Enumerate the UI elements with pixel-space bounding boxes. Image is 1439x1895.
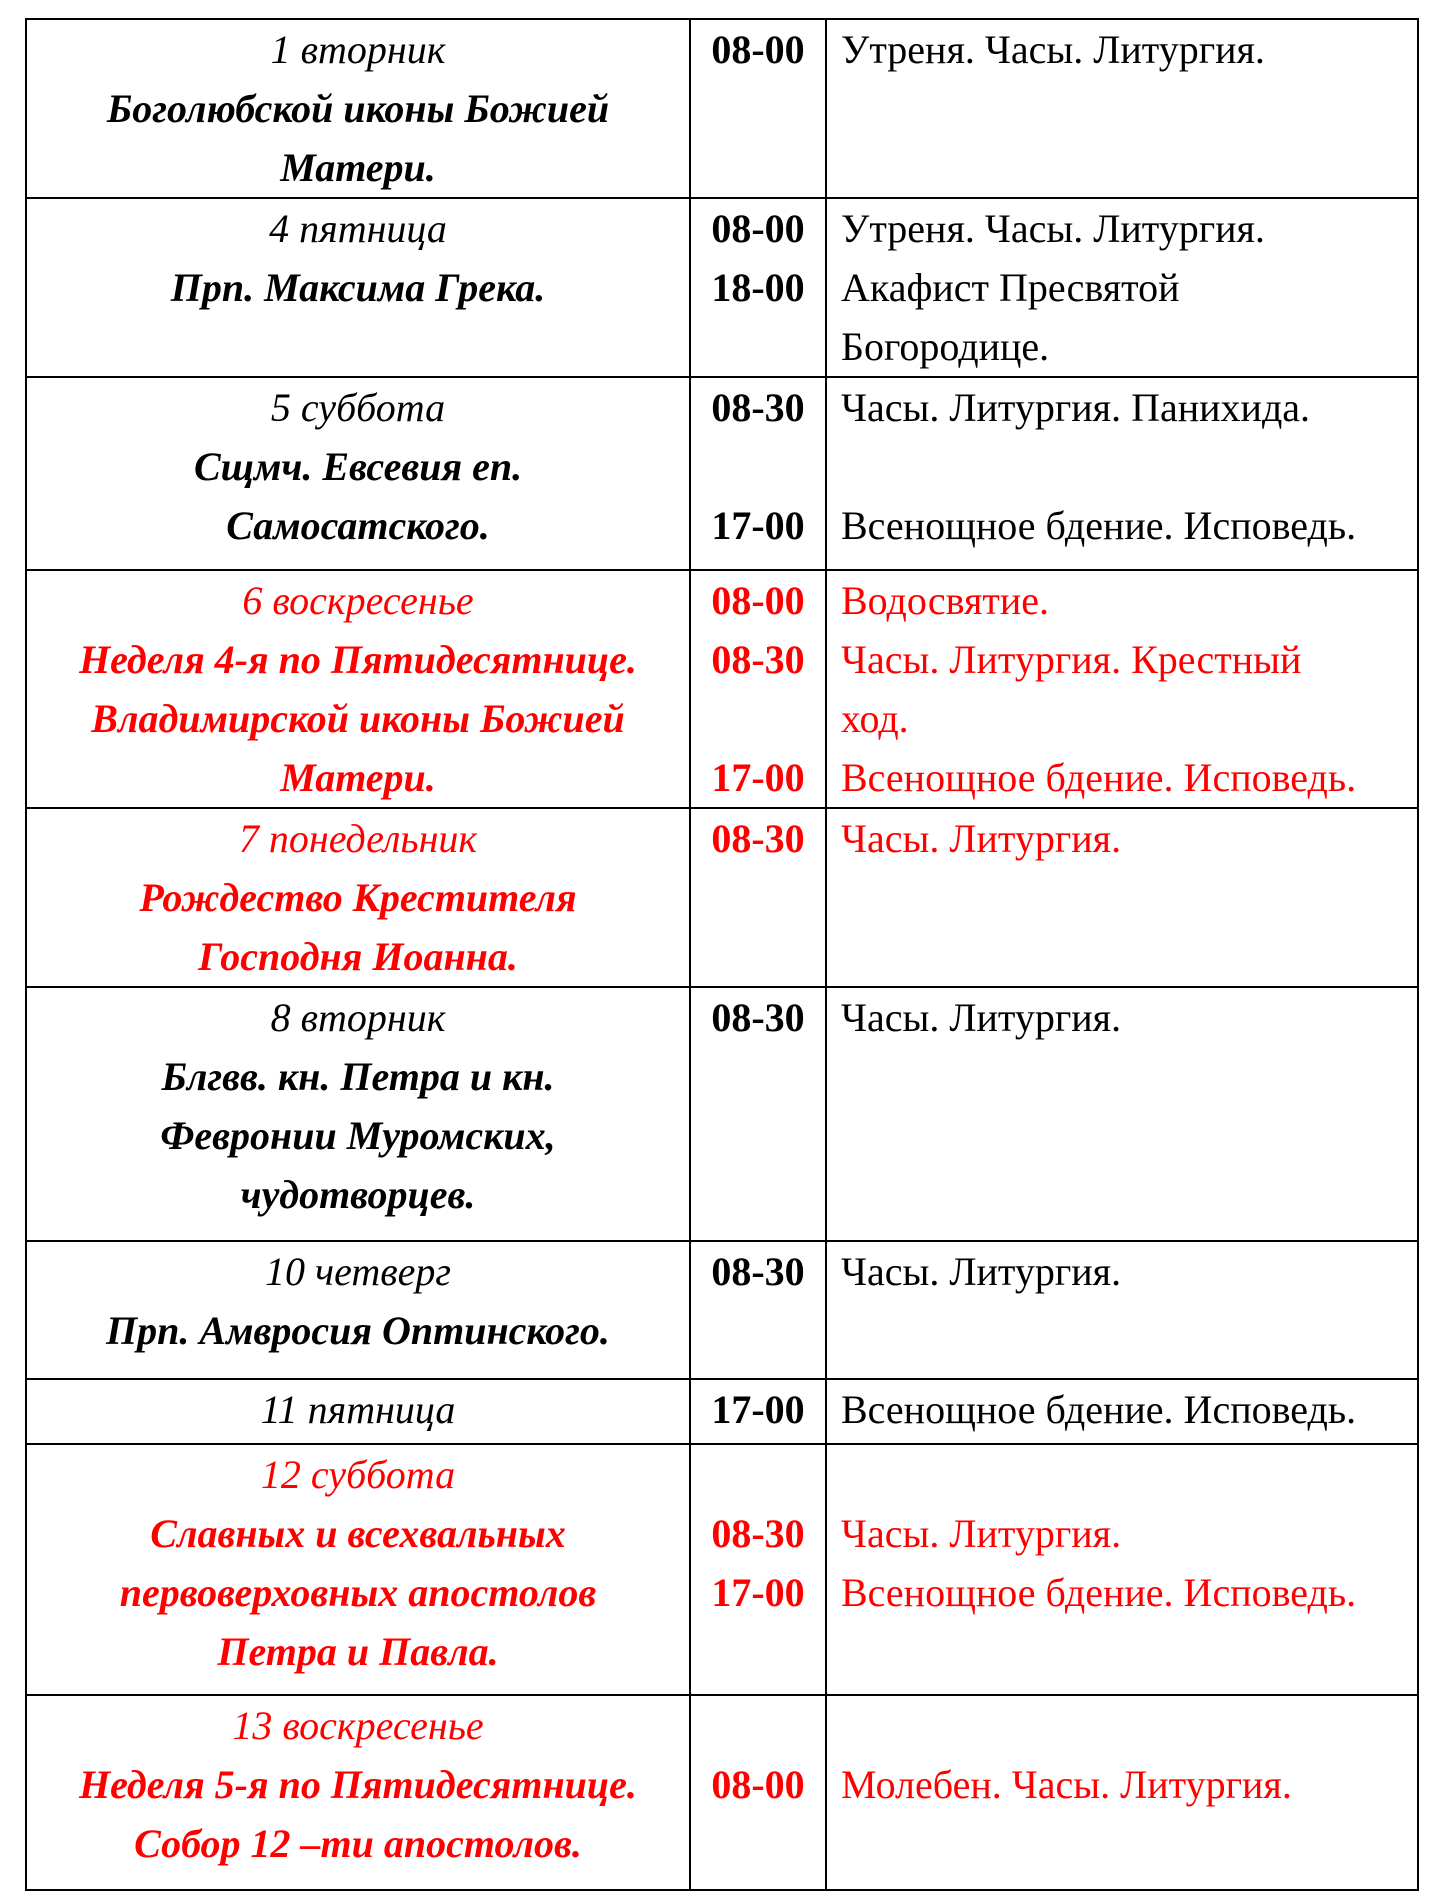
service-line: Всенощное бдение. Исповедь. [841, 1570, 1357, 1615]
schedule-row [26, 19, 1418, 198]
day-cell [26, 808, 690, 987]
schedule-row [26, 1695, 1418, 1890]
services-cell [826, 198, 1418, 377]
day-cell [26, 1241, 690, 1379]
time-cell [690, 1379, 826, 1444]
day-cell [26, 1695, 690, 1890]
service-time: 17-00 [711, 755, 805, 800]
day-label: 5 суббота [270, 385, 446, 430]
time-cell [690, 377, 826, 570]
saint-line: Февронии Муромских, [160, 1113, 556, 1158]
day-cell [26, 987, 690, 1241]
schedule-row [26, 570, 1418, 808]
service-time: 17-00 [711, 1570, 805, 1615]
service-time: 08-30 [711, 1249, 805, 1294]
saint-line: Петра и Павла. [217, 1629, 499, 1674]
services-cell [826, 1444, 1418, 1695]
service-time [691, 689, 825, 748]
service-line: Утреня. Часы. Литургия. [841, 206, 1265, 251]
schedule-row [26, 377, 1418, 570]
service-line: Акафист Пресвятой [841, 265, 1180, 310]
time-cell [690, 1241, 826, 1379]
service-line: Часы. Литургия. [841, 995, 1122, 1040]
services-cell [826, 570, 1418, 808]
services-cell [826, 808, 1418, 987]
schedule-row [26, 987, 1418, 1241]
day-label: 13 воскресенье [232, 1703, 484, 1748]
service-line: Всенощное бдение. Исповедь. [841, 755, 1357, 800]
day-cell [26, 19, 690, 198]
saint-line: чудотворцев. [240, 1172, 476, 1217]
service-line: Часы. Литургия. Крестный [841, 637, 1302, 682]
saint-line: Прп. Максима Грека. [170, 265, 546, 310]
service-line: Часы. Литургия. [841, 816, 1122, 861]
service-time: 08-00 [711, 206, 805, 251]
services-cell [826, 19, 1418, 198]
service-line: Всенощное бдение. Исповедь. [841, 503, 1357, 548]
service-time: 08-30 [711, 995, 805, 1040]
service-time: 08-30 [711, 637, 805, 682]
time-cell [690, 198, 826, 377]
service-time [691, 437, 825, 496]
day-label: 8 вторник [270, 995, 446, 1040]
service-line: Богородице. [841, 324, 1050, 369]
service-line: ход. [841, 696, 909, 741]
services-cell [826, 1695, 1418, 1890]
service-time: 08-30 [711, 1511, 805, 1556]
day-label: 10 четверг [265, 1249, 451, 1294]
saint-line: Неделя 5-я по Пятидесятнице. [79, 1762, 637, 1807]
day-cell [26, 198, 690, 377]
service-time: 18-00 [711, 265, 805, 310]
saint-line: Славных и всехвальных [150, 1511, 566, 1556]
service-line: Часы. Литургия. Панихида. [841, 385, 1311, 430]
saint-line: Владимирской иконы Божией [91, 696, 625, 741]
saint-line: Боголюбской иконы Божией [106, 86, 610, 131]
saint-line: Собор 12 –ти апостолов. [134, 1821, 582, 1866]
services-cell [826, 377, 1418, 570]
service-time: 17-00 [711, 503, 805, 548]
saint-line: первоверховных апостолов [119, 1570, 597, 1615]
service-time: 08-00 [711, 578, 805, 623]
day-label: 6 воскресенье [242, 578, 474, 623]
time-cell [690, 987, 826, 1241]
day-cell [26, 1379, 690, 1444]
saint-line: Сщмч. Евсевия еп. [193, 444, 523, 489]
saint-line: Самосатского. [226, 503, 490, 548]
schedule-row [26, 808, 1418, 987]
service-line [841, 1696, 1417, 1755]
services-cell [826, 1241, 1418, 1379]
time-cell [690, 808, 826, 987]
saint-line: Матери. [280, 755, 436, 800]
service-line: Часы. Литургия. [841, 1511, 1122, 1556]
saint-line: Матери. [280, 145, 436, 190]
saint-line: Господня Иоанна. [198, 934, 518, 979]
service-time: 08-00 [711, 1762, 805, 1807]
services-cell [826, 1379, 1418, 1444]
schedule-body [26, 19, 1418, 1890]
day-label: 7 понедельник [238, 816, 478, 861]
service-line: Всенощное бдение. Исповедь. [841, 1387, 1357, 1432]
time-cell [690, 1695, 826, 1890]
saint-line: Рождество Крестителя [139, 875, 577, 920]
day-label: 11 пятница [260, 1387, 456, 1432]
service-line: Часы. Литургия. [841, 1249, 1122, 1294]
schedule-row [26, 198, 1418, 377]
saint-line: Неделя 4-я по Пятидесятнице. [79, 637, 637, 682]
service-time: 08-30 [711, 816, 805, 861]
service-line [841, 1445, 1417, 1504]
schedule-row [26, 1444, 1418, 1695]
day-cell [26, 1444, 690, 1695]
service-time: 08-00 [711, 27, 805, 72]
service-time [691, 1445, 825, 1504]
day-label: 4 пятница [269, 206, 447, 251]
service-line [841, 437, 1417, 496]
service-line: Утреня. Часы. Литургия. [841, 27, 1265, 72]
time-cell [690, 570, 826, 808]
time-cell [690, 19, 826, 198]
day-cell [26, 377, 690, 570]
day-label: 12 суббота [260, 1452, 456, 1497]
service-line: Молебен. Часы. Литургия. [841, 1762, 1292, 1807]
service-time: 17-00 [711, 1387, 805, 1432]
services-cell [826, 987, 1418, 1241]
schedule-row [26, 1379, 1418, 1444]
day-label: 1 вторник [270, 27, 446, 72]
saint-line: Прп. Амвросия Оптинского. [106, 1308, 610, 1353]
service-line: Водосвятие. [841, 578, 1050, 623]
schedule-row [26, 1241, 1418, 1379]
time-cell [690, 1444, 826, 1695]
schedule-table [25, 18, 1419, 1891]
service-time: 08-30 [711, 385, 805, 430]
saint-line: Блгвв. кн. Петра и кн. [161, 1054, 555, 1099]
day-cell [26, 570, 690, 808]
service-time [691, 1696, 825, 1755]
